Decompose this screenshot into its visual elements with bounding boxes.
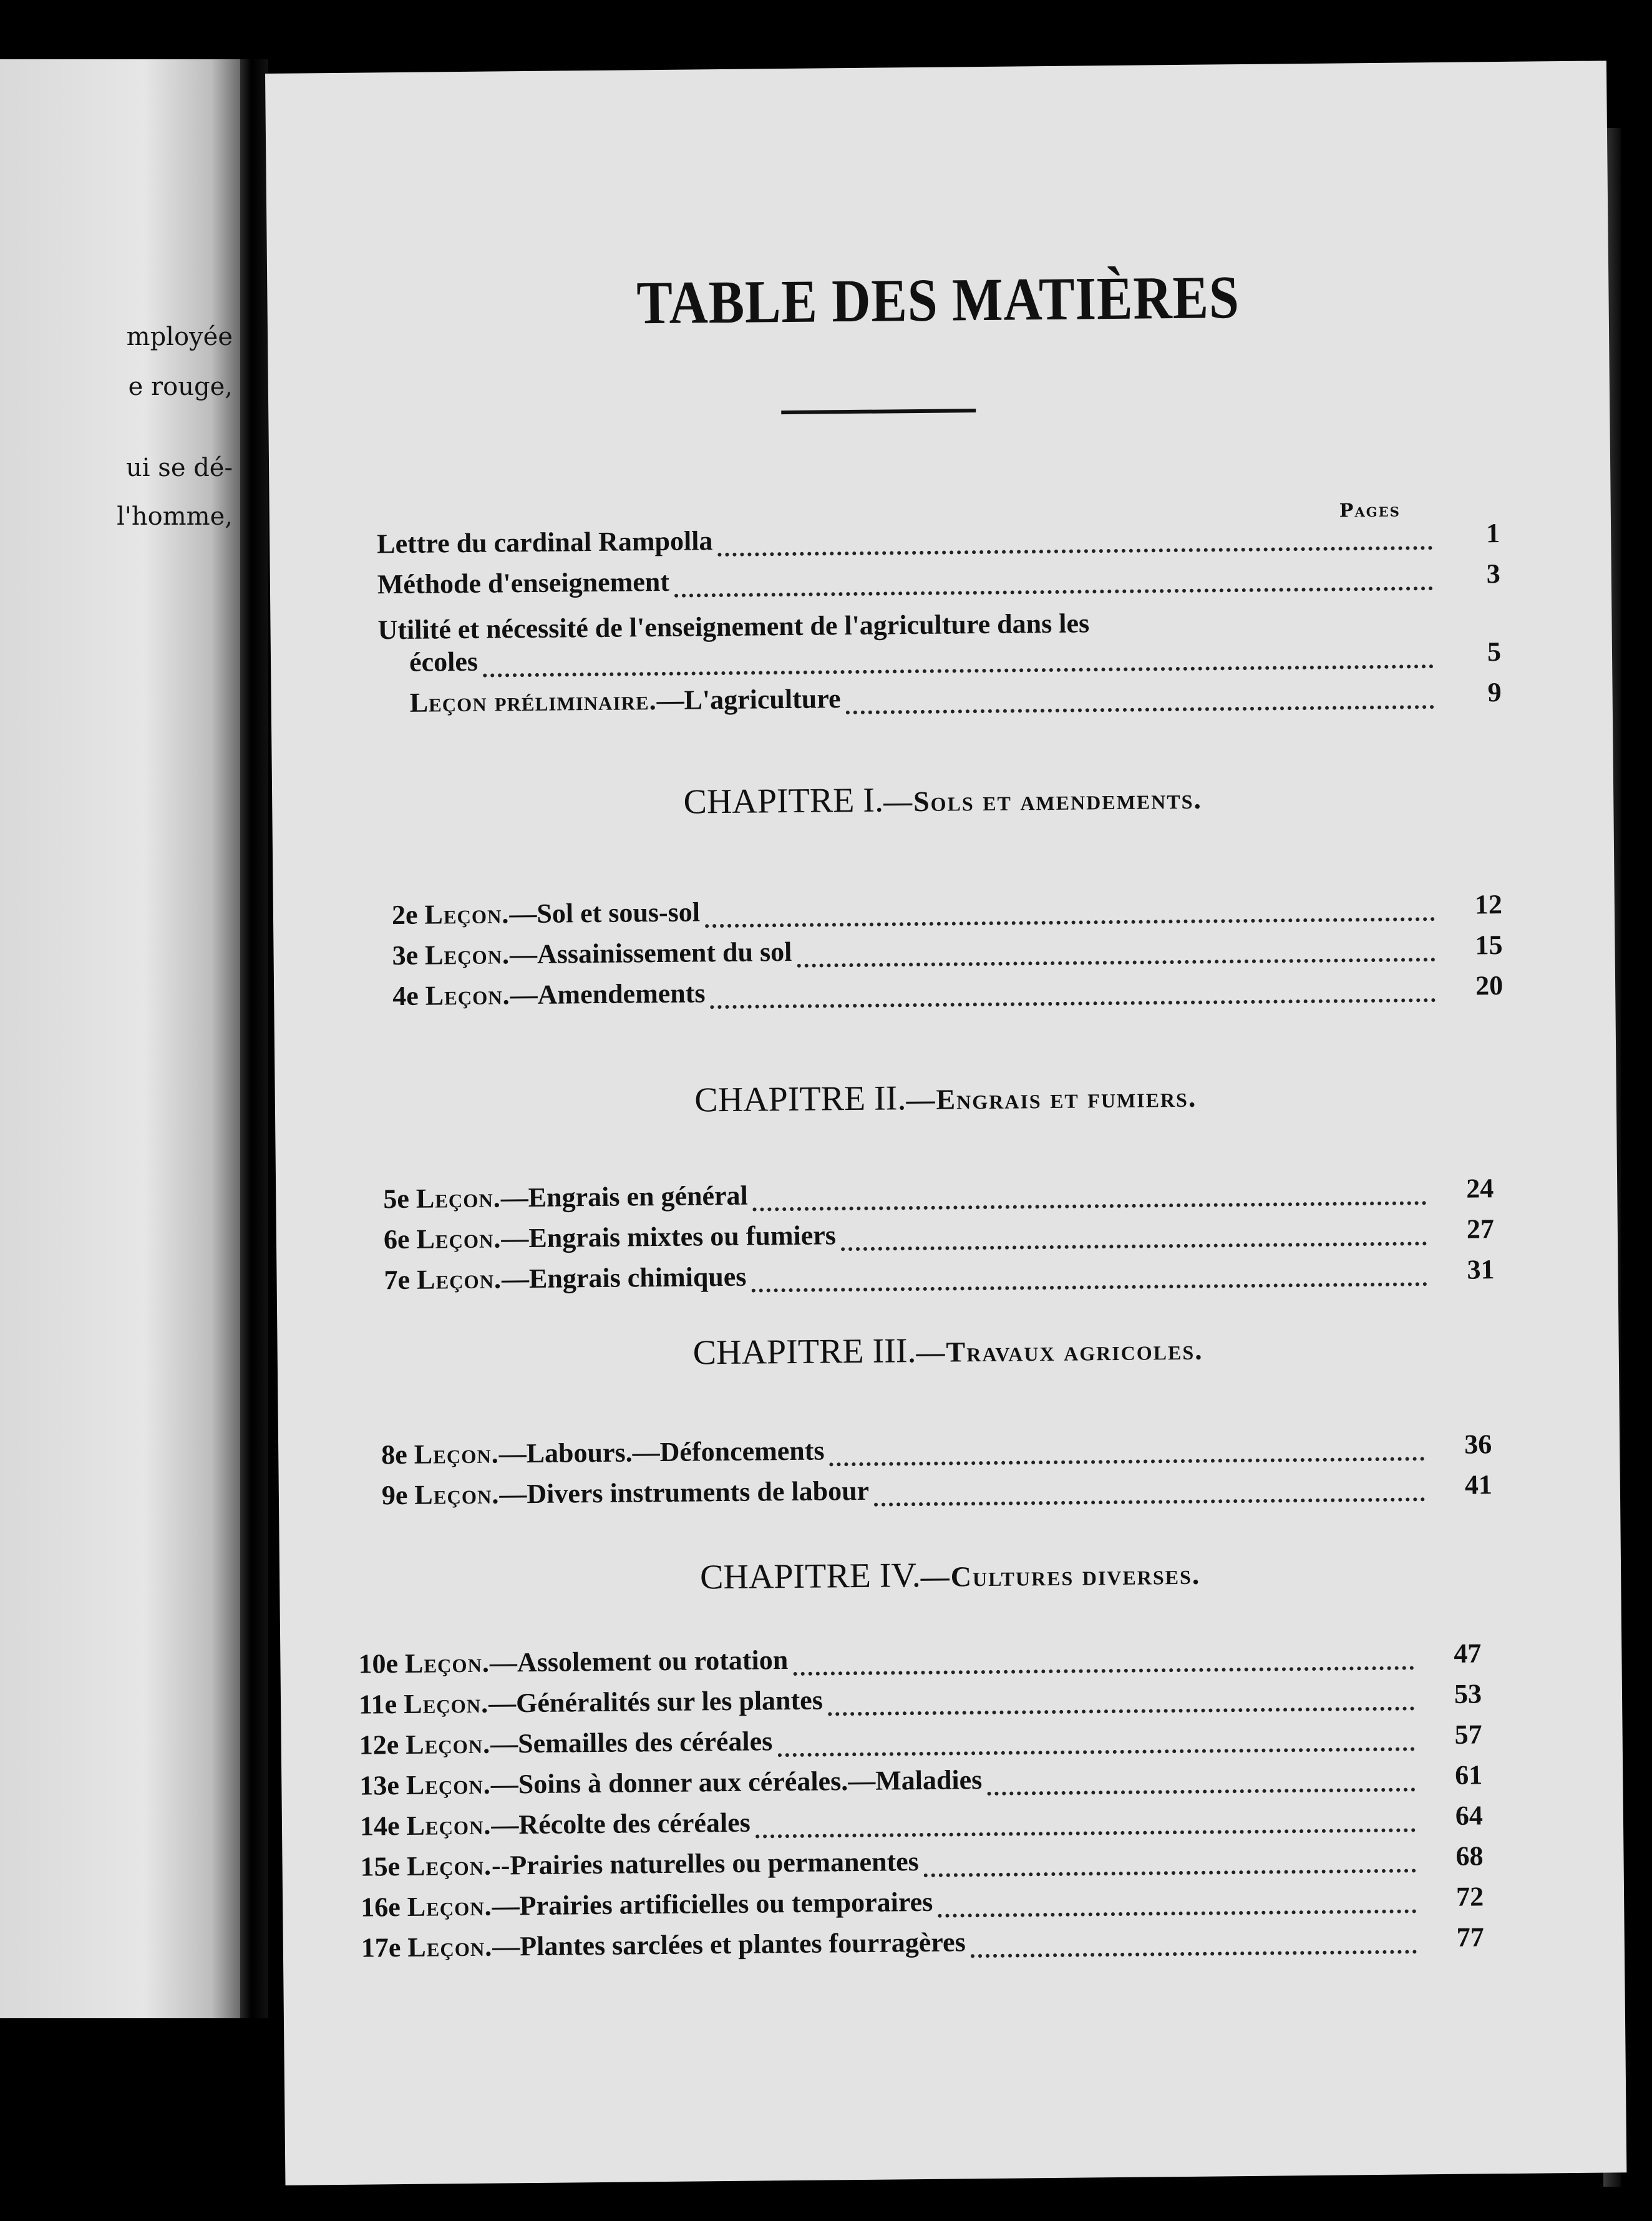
toc-entry: 9e Leçon.—Divers instruments de labour 41 [381, 1469, 1493, 1511]
leader-dots [751, 1276, 1427, 1292]
toc-entry: 2e Leçon.—Sol et sous-sol 12 [391, 889, 1503, 931]
previous-page-fragment: l'homme, [117, 502, 233, 531]
leader-dots [674, 580, 1433, 598]
toc-entry-page: 68 [1455, 1840, 1484, 1872]
lecon-label: Leçon. [406, 1769, 492, 1801]
leader-dots [938, 1903, 1416, 1917]
toc-entry: 15e Leçon.--Prairies naturelles ou permanentes 68 [360, 1840, 1484, 1882]
leader-dots [971, 1943, 1417, 1958]
leader-dots [753, 1195, 1427, 1211]
toc-entry-page: 53 [1454, 1678, 1482, 1709]
table-of-contents-page [265, 61, 1626, 2185]
toc-entry-text: —Soins à donner aux céréales.—Maladies [490, 1764, 983, 1800]
toc-entry-page: 41 [1464, 1469, 1493, 1500]
toc-entry [377, 558, 1501, 607]
toc-entry-page: 47 [1454, 1638, 1482, 1669]
toc-entry-page: 36 [1464, 1429, 1492, 1460]
leader-dots [924, 1862, 1416, 1877]
lecon-label: Leçon. [403, 1688, 489, 1719]
lecon-label: Leçon. [425, 979, 510, 1011]
toc-entry-text: —L'agriculture [656, 683, 841, 716]
toc-entry-text: —Prairies artificielles ou temporaires [492, 1886, 933, 1922]
chapter-heading: CHAPITRE IV.—Cultures diverses. [699, 1556, 1201, 1597]
toc-entry: 14e Leçon.—Récolte des céréales 64 [359, 1800, 1484, 1842]
leader-dots [830, 1451, 1425, 1466]
toc-entry-text: —Semailles des céréales [490, 1726, 773, 1759]
lecon-label: Leçon. [406, 1809, 492, 1841]
toc-entry-text: Méthode d'enseignement [377, 566, 670, 600]
toc-entry-text: —Divers instruments de labour [499, 1475, 870, 1510]
toc-entry-page: 27 [1466, 1213, 1495, 1245]
toc-entry-page: 20 [1475, 970, 1504, 1001]
toc-entry: 11e Leçon.—Généralités sur les plantes 53 [358, 1678, 1482, 1720]
toc-entry-page: 24 [1466, 1173, 1494, 1204]
toc-entry: 8e Leçon.—Labours.—Défoncements 36 [381, 1429, 1492, 1470]
toc-entry-page: 31 [1467, 1254, 1495, 1285]
toc-entry: 5e Leçon.—Engrais en général 24 [383, 1173, 1494, 1215]
lecon-label: Leçon. [416, 1263, 502, 1295]
toc-entry-text: Utilité et nécessité de l'enseignement de l'agriculture dans les [377, 608, 1090, 646]
toc-entry-text: —Sol et sous-sol [509, 897, 701, 930]
lecon-label: Leçon. [406, 1850, 492, 1882]
toc-entry-text: —Récolte des céréales [491, 1807, 751, 1840]
leader-dots [797, 951, 1435, 968]
toc-entry: 10e Leçon.—Assolement ou rotation 47 [358, 1638, 1482, 1679]
book-gutter [240, 59, 268, 2018]
lecon-label: Leçon. [424, 939, 510, 971]
toc-entry [409, 676, 1502, 726]
chapter-heading: CHAPITRE I.—Sols et amendements. [683, 780, 1203, 822]
leader-dots [987, 1781, 1415, 1796]
previous-page-fragment: e rouge, [128, 372, 233, 401]
toc-entry-text: —Labours.—Défoncements [498, 1435, 825, 1469]
toc-entry-text: Lettre du cardinal Rampolla [377, 525, 713, 560]
toc-entry: 3e Leçon.—Assainissement du sol 15 [392, 930, 1503, 971]
lecon-label: Leçon. [406, 1728, 491, 1760]
leader-dots [828, 1700, 1414, 1716]
chapter-subject: —Sols et amendements. [883, 782, 1203, 818]
chapter-subject: —Engrais et fumiers. [906, 1081, 1197, 1116]
leader-dots [717, 540, 1432, 556]
toc-entry-text: —Assolement ou rotation [489, 1645, 789, 1678]
toc-entry-page: 3 [1486, 558, 1501, 590]
toc-entry-page: 15 [1475, 930, 1503, 961]
leader-dots [483, 658, 1434, 678]
leader-dots [874, 1491, 1425, 1506]
toc-entry-text: —Engrais chimiques [501, 1261, 747, 1295]
lecon-label: Leçon. [407, 1931, 493, 1963]
chapter-heading: CHAPITRE II.—Engrais et fumiers. [694, 1079, 1197, 1120]
lecon-label: Leçon. [414, 1479, 500, 1510]
toc-entry-text: --Prairies naturelles ou permanentes [491, 1846, 919, 1881]
toc-entry-page: 64 [1455, 1800, 1484, 1831]
toc-entry-text: —Assainissement du sol [509, 936, 792, 970]
toc-entry-text: —Généralités sur les plantes [488, 1684, 824, 1719]
lecon-label: Leçon. [416, 1223, 502, 1255]
toc-entry: 7e Leçon.—Engrais chimiques 31 [384, 1254, 1495, 1296]
toc-entry-page: 5 [1487, 636, 1502, 668]
toc-entry-page: 1 [1485, 518, 1500, 549]
toc-entry: 4e Leçon.—Amendements 20 [392, 970, 1504, 1012]
toc-entry-page: 72 [1455, 1881, 1484, 1912]
lecon-label: Leçon. [415, 1182, 502, 1214]
leader-dots [705, 911, 1435, 928]
toc-entry: 6e Leçon.—Engrais mixtes ou fumiers 27 [383, 1213, 1495, 1255]
leader-dots [793, 1660, 1414, 1676]
chapter-subject: —Cultures diverses. [920, 1558, 1201, 1593]
chapter-subject: —Travaux agricoles. [916, 1333, 1203, 1369]
title-rule [781, 409, 976, 414]
toc-entry: 12e Leçon.—Semailles des céréales 57 [359, 1719, 1482, 1761]
toc-entry-page: 61 [1455, 1759, 1483, 1791]
pages-column-label: Pages [1339, 499, 1401, 522]
toc-entry: 16e Leçon.—Prairies artificielles ou temporaires 72 [360, 1881, 1484, 1923]
toc-entry-page: 57 [1454, 1719, 1482, 1750]
toc-entry-text: —Amendements [510, 978, 706, 1011]
previous-page-fragment: ui se dé- [126, 454, 233, 482]
previous-page-fragment: mployée [126, 323, 233, 351]
page-title: TABLE DES MATIÈRES [636, 264, 1240, 338]
toc-entry-page: 12 [1474, 889, 1503, 920]
toc-entry-text: —Engrais en général [500, 1180, 748, 1213]
toc-entry-page: 9 [1487, 677, 1502, 708]
toc-entry: 17e Leçon.—Plantes sarclées et plantes fourragères 77 [361, 1922, 1484, 1963]
leader-dots [756, 1822, 1416, 1838]
toc-entry-text: —Engrais mixtes ou fumiers [501, 1220, 837, 1254]
toc-entry-text: écoles [409, 646, 479, 678]
toc-entry-text: —Plantes sarclées et plantes fourragères [492, 1927, 966, 1962]
leader-dots [777, 1741, 1415, 1757]
lecon-label: Leçon préliminaire. [409, 685, 657, 718]
chapter-heading: CHAPITRE III.—Travaux agricoles. [692, 1331, 1203, 1373]
leader-dots [846, 699, 1434, 714]
leader-dots [841, 1235, 1427, 1251]
leader-dots [711, 992, 1436, 1009]
lecon-label: Leçon. [407, 1890, 492, 1922]
lecon-label: Leçon. [424, 898, 510, 930]
lecon-label: Leçon. [414, 1438, 499, 1470]
toc-entry: 13e Leçon.—Soins à donner aux céréales.—Maladies 61 [359, 1759, 1483, 1801]
toc-entry-page: 77 [1456, 1922, 1484, 1953]
lecon-label: Leçon. [404, 1647, 490, 1679]
previous-page [0, 59, 240, 2018]
